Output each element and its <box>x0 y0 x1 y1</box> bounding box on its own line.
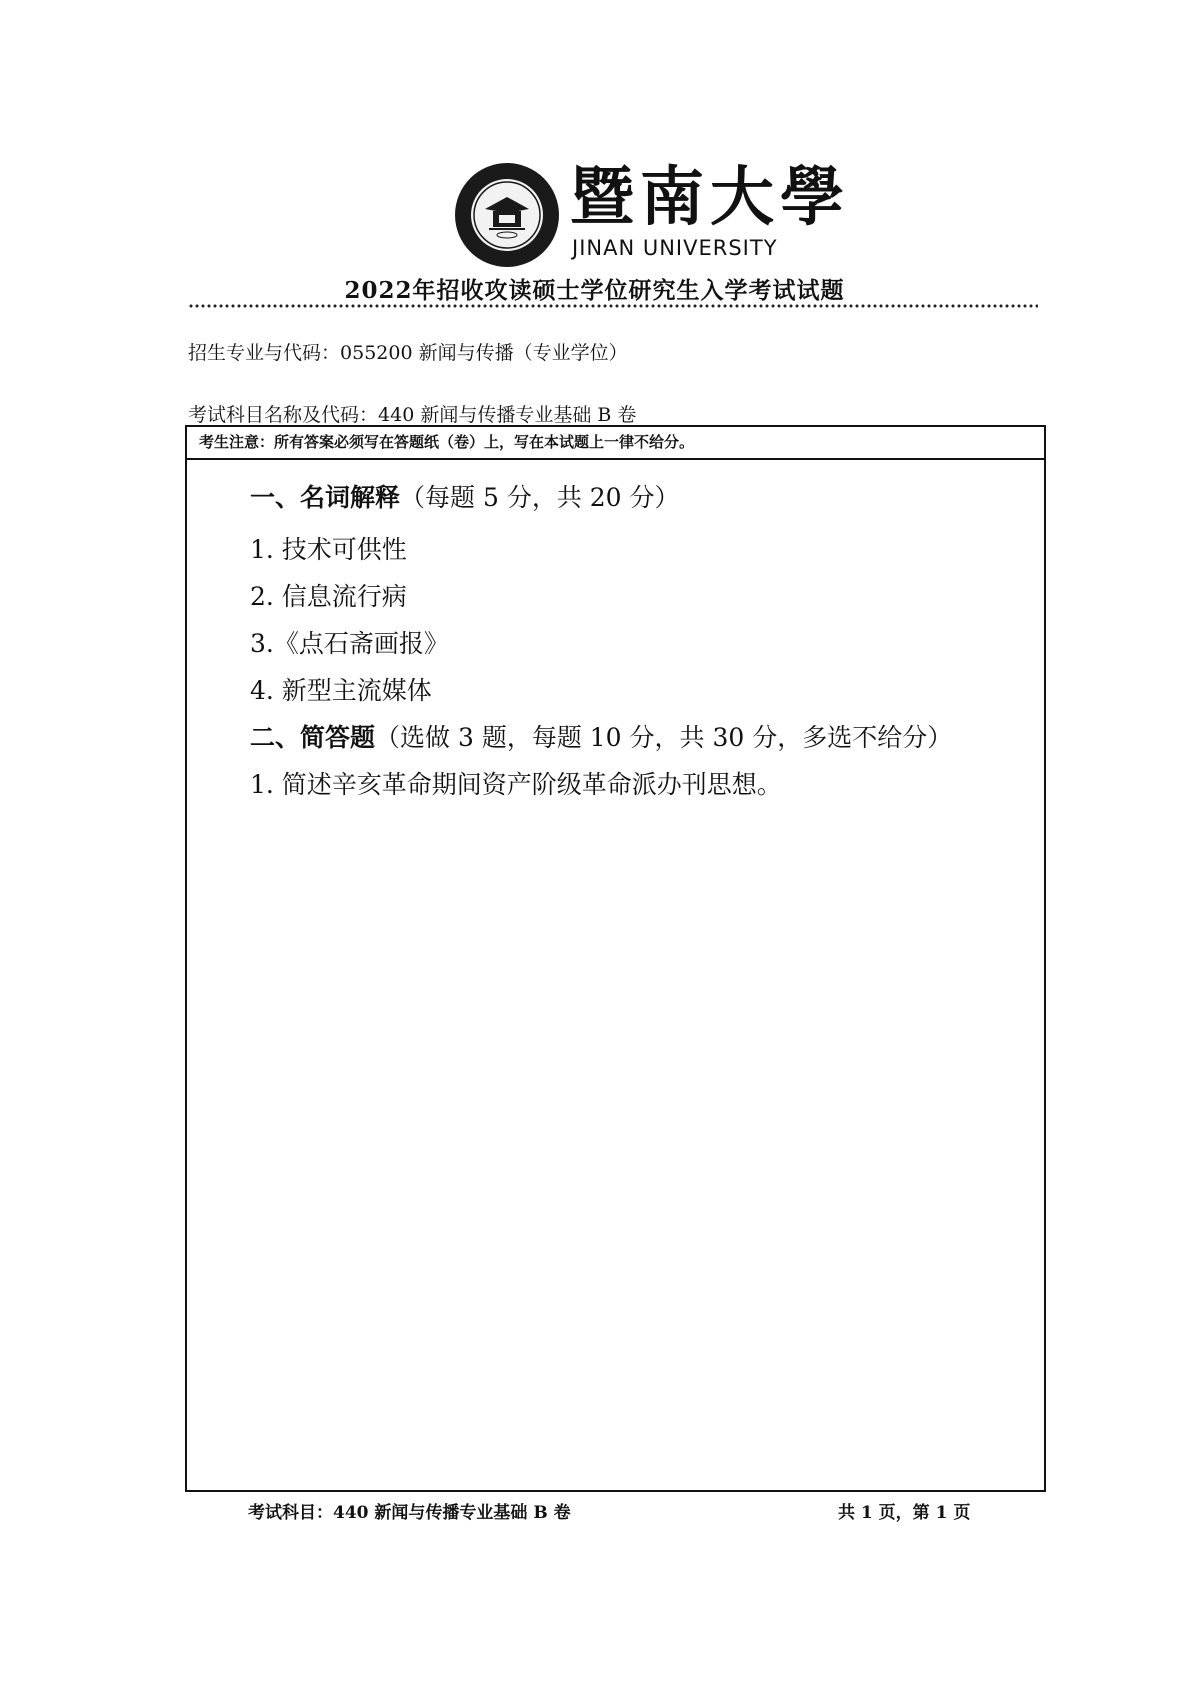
subject-value: 440 新闻与传播专业基础 B 卷 <box>378 404 637 426</box>
section-2-note: （选做 3 题，每题 10 分，共 30 分，多选不给分） <box>375 723 953 752</box>
question-item: 2. 信息流行病 <box>250 582 407 611</box>
page-info: 共 1 页，第 1 页 <box>838 1503 971 1523</box>
exam-title: 2022年招收攻读硕士学位研究生入学考试试题 <box>344 277 845 304</box>
section-1-heading-line <box>250 478 680 514</box>
question-item: 4. 新型主流媒体 <box>250 676 432 705</box>
footer-subject-label: 考试科目： <box>248 1503 333 1523</box>
subject-label: 考试科目名称及代码： <box>188 404 379 426</box>
candidate-notice: 考生注意：所有答案必须写在答题纸（卷）上，写在本试题上一律不给分。 <box>187 427 1044 460</box>
section-1-heading: 一、名词解释 <box>250 483 401 512</box>
section-1-note: （每题 5 分，共 20 分） <box>400 483 680 512</box>
footer-subject <box>248 1498 571 1523</box>
university-seal-logo <box>455 163 559 267</box>
question-item: 3.《点石斋画报》 <box>250 629 449 658</box>
question-item: 1. 技术可供性 <box>250 535 407 564</box>
university-name-en: JINAN UNIVERSITY <box>572 236 778 260</box>
major-value: 055200 新闻与传播（专业学位） <box>340 342 628 364</box>
footer-subject-value: 440 新闻与传播专业基础 B 卷 <box>333 1503 571 1523</box>
subject-line <box>188 400 636 427</box>
question-item: 1. 简述辛亥革命期间资产阶级革命派办刊思想。 <box>250 770 782 799</box>
major-label: 招生专业与代码： <box>188 342 341 364</box>
section-2-heading-line <box>250 718 952 754</box>
section-2-heading: 二、简答题 <box>250 723 376 752</box>
university-name-cn: 暨南大學 <box>570 160 850 235</box>
major-line <box>188 338 628 365</box>
dotted-divider <box>188 304 1038 308</box>
